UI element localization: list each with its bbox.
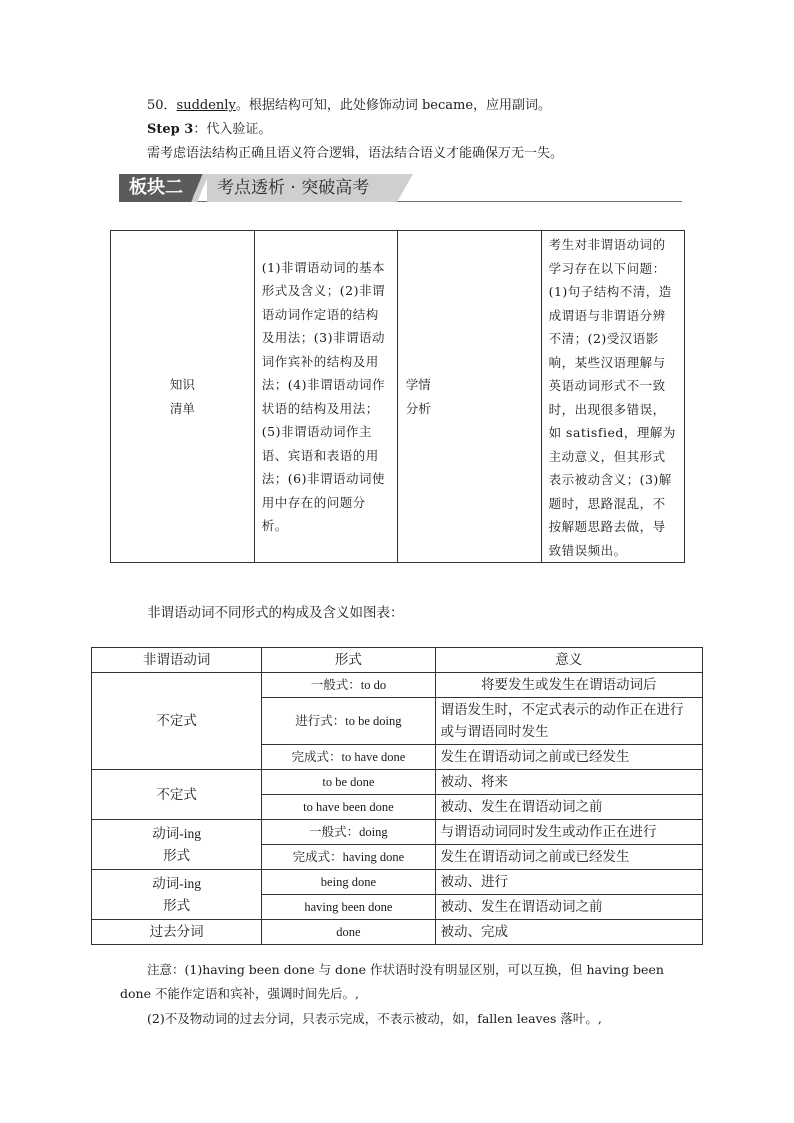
step-text: ：代入验证。: [193, 122, 272, 137]
answer-line: [147, 97, 551, 115]
header-form: 形式: [262, 648, 435, 673]
form-cell: to have been done: [262, 795, 435, 820]
group-label-past-participle: 过去分词: [92, 920, 262, 945]
form-cell: having been done: [262, 895, 435, 920]
meaning-cell: 被动、发生在谓语动词之前: [435, 895, 702, 920]
overview-table: [110, 230, 685, 563]
knowledge-label-line1: 知识: [169, 376, 195, 392]
group-label-infinitive-passive: 不定式: [92, 770, 262, 820]
table-row: [92, 673, 703, 698]
student-label-cell: [397, 231, 541, 563]
banner-title-corner: [397, 174, 413, 202]
table-row: [92, 820, 703, 845]
table-row: [92, 920, 703, 945]
section-banner: [119, 174, 682, 204]
group-label-ing-passive-line2: 形式: [163, 897, 191, 913]
form-cell: done: [262, 920, 435, 945]
table2-caption: 非谓语动词不同形式的构成及含义如图表：: [147, 605, 404, 620]
group-label-ing-line1: 动词-ing: [152, 825, 201, 841]
overview-row: [111, 231, 685, 563]
note-2: (2)不及物动词的过去分词，只表示完成，不表示被动，如，fallen leaves 落叶。,: [147, 1011, 602, 1026]
header-meaning: 意义: [435, 648, 702, 673]
student-content-cell: 考生对非谓语动词的学习存在以下问题：(1)句子结构不清，造成谓语与非谓语分辨不清；(2)受汉语影响，某些汉语理解与英语动词形式不一致时，出现很多错误，如 satisfied，理解为主动意义，但其形式表示被动含义；(3)解题时，思路混乱，不按解题思路去做，导致错误频出。: [541, 231, 684, 563]
student-label-line1: 学情: [405, 376, 431, 392]
meaning-cell: 发生在谓语动词之前或已经发生: [435, 745, 702, 770]
knowledge-label-cell: [111, 231, 255, 563]
table-row: [92, 870, 703, 895]
answer-number: 50．: [147, 98, 177, 113]
group-label-ing-passive: [92, 870, 262, 920]
form-cell: 完成式：to have done: [262, 745, 435, 770]
summary-line: 需考虑语法结构正确且语义符合逻辑，语法结合语义才能确保万无一失。: [147, 146, 564, 161]
group-label-ing-line2: 形式: [163, 847, 191, 863]
meaning-cell: 被动、发生在谓语动词之前: [435, 795, 702, 820]
header-type: 非谓语动词: [92, 648, 262, 673]
group-label-ing-passive-line1: 动词-ing: [152, 875, 201, 891]
form-cell: 一般式：to do: [262, 673, 435, 698]
form-cell: 一般式：doing: [262, 820, 435, 845]
meaning-cell: 发生在谓语动词之前或已经发生: [435, 845, 702, 870]
knowledge-label-line2: 清单: [169, 400, 195, 416]
meaning-cell: 与谓语动词同时发生或动作正在进行: [435, 820, 702, 845]
step-label: Step 3: [147, 122, 194, 137]
banner-tag: 板块二: [119, 174, 193, 202]
student-label-line2: 分析: [405, 400, 431, 416]
form-cell: to be done: [262, 770, 435, 795]
table-row: [92, 770, 703, 795]
answer-explanation: 。根据结构可知，此处修饰动词 became，应用副词。: [235, 98, 552, 113]
group-label-ing: [92, 820, 262, 870]
form-cell: 完成式：having done: [262, 845, 435, 870]
meaning-cell: 谓语发生时，不定式表示的动作正在进行或与谓语同时发生: [435, 698, 702, 745]
forms-table: [91, 647, 703, 945]
meaning-cell: 被动、将来: [435, 770, 702, 795]
knowledge-content-cell: (1)非谓语动词的基本形式及含义；(2)非谓语动词作定语的结构及用法；(3)非谓语动词作宾补的结构及用法；(4)非谓语动词作状语的结构及用法；(5)非谓语动词作主语、宾语和表语的用法；(6)非谓语动词使用中存在的问题分析。: [254, 231, 397, 563]
group-label-infinitive: 不定式: [92, 673, 262, 770]
meaning-cell: 被动、进行: [435, 870, 702, 895]
note-1-line2: done 不能作定语和宾补，强调时间先后。,: [120, 986, 359, 1001]
step-line: [147, 121, 271, 139]
banner-title: 考点透析 · 突破高考: [207, 174, 397, 202]
meaning-cell: 被动、完成: [435, 920, 702, 945]
answer-word: suddenly: [176, 98, 236, 113]
forms-header-row: [92, 648, 703, 673]
note-1-line1: 注意：(1)having been done 与 done 作状语时没有明显区别，可以互换，但 having been: [147, 962, 664, 977]
form-cell: 进行式：to be doing: [262, 698, 435, 745]
meaning-cell: 将要发生或发生在谓语动词后: [435, 673, 702, 698]
form-cell: being done: [262, 870, 435, 895]
